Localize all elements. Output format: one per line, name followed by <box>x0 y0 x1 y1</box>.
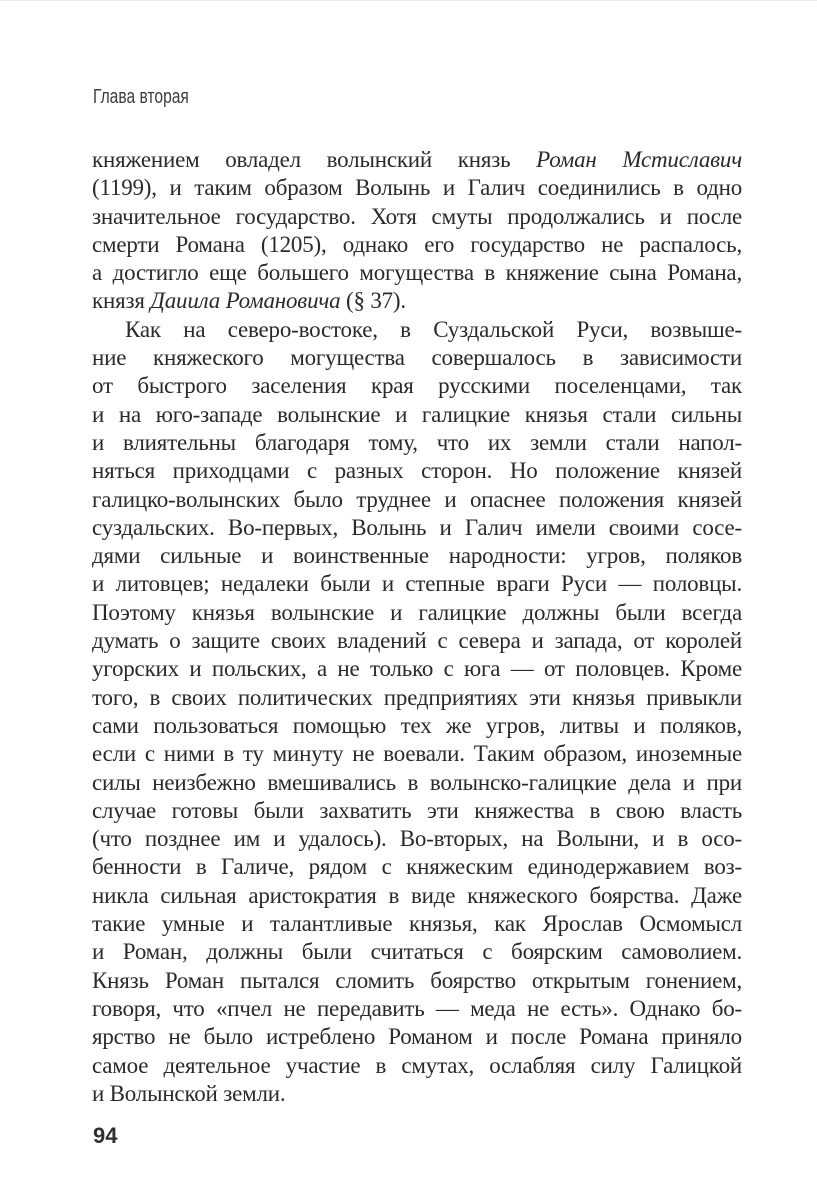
text-line <box>92 853 742 881</box>
text-line <box>92 259 742 287</box>
regular-text: от быстрого заселения края русскими поселенцами, так <box>92 373 742 399</box>
text-line <box>92 1080 742 1108</box>
regular-text: князя <box>92 288 151 314</box>
text-line <box>92 655 742 683</box>
text-line <box>92 174 742 202</box>
page-number: 94 <box>93 1123 118 1148</box>
regular-text: самое деятельное участие в смутах, ослабляя силу Галицкой <box>92 1052 742 1078</box>
regular-text: (§ 37). <box>340 288 406 314</box>
regular-text: смерти Романа (1205), однако его государство не распалось, <box>92 231 742 257</box>
text-line <box>92 316 742 344</box>
text-line <box>92 825 742 853</box>
regular-text: галицко-волынских было труднее и опаснее положения князей <box>92 486 742 512</box>
regular-text: дями сильные и воинственные народности: угров, поляков <box>92 543 742 569</box>
regular-text: такие умные и талантливые князья, как Ярослав Осмомысл <box>92 911 742 937</box>
text-line <box>92 401 742 429</box>
text-line <box>92 457 742 485</box>
text-line <box>92 797 742 825</box>
regular-text: Поэтому князья волынские и галицкие должны были всегда <box>92 599 742 625</box>
text-line <box>92 712 742 740</box>
text-line <box>92 995 742 1023</box>
text-line <box>92 1052 742 1080</box>
regular-text: (что позднее им и удалось). Во-вторых, на Волыни, и в осо- <box>92 826 742 852</box>
text-line <box>92 429 742 457</box>
text-line <box>92 599 742 627</box>
regular-text: сами пользоваться помощью тех же угров, литвы и поляков, <box>92 712 742 738</box>
regular-text: (1199), и таким образом Волынь и Галич соединились в одно <box>92 175 742 201</box>
regular-text: ярство не было истреблено Романом и после Романа приняло <box>92 1024 742 1050</box>
text-line <box>92 570 742 598</box>
text-line <box>92 1023 742 1051</box>
text-line <box>92 938 742 966</box>
text-line <box>92 684 742 712</box>
regular-text: княжением овладел волынский князь <box>92 147 537 172</box>
regular-text: и литовцев; недалеки были и степные враги Руси — половцы. <box>92 571 742 597</box>
regular-text: думать о защите своих владений с севера и запада, от королей <box>92 628 742 654</box>
text-line <box>92 910 742 938</box>
regular-text: и Волынской земли. <box>92 1080 286 1106</box>
text-line <box>92 344 742 372</box>
text-line <box>92 486 742 514</box>
regular-text: никла сильная аристократия в виде княжеского боярства. Даже <box>92 882 742 908</box>
regular-text: а достигло еще большего могущества в княжение сына Романа, <box>92 260 742 286</box>
text-line <box>92 740 742 768</box>
text-line <box>92 372 742 400</box>
regular-text: говоря, что «пчел не передавить — меда не есть». Однако бо- <box>92 995 742 1021</box>
running-header: Глава вторая <box>93 86 189 108</box>
regular-text: Как на северо-востоке, в Суздальской Руси, возвыше- <box>125 316 742 342</box>
italic-text: Даиила Романовича <box>150 288 341 314</box>
italic-text: Роман Мстиславич <box>536 147 742 172</box>
text-line <box>92 967 742 995</box>
text-line <box>92 146 742 174</box>
text-column <box>92 146 742 1108</box>
regular-text: ние княжеского могущества совершалось в зависимости <box>92 345 742 371</box>
text-line <box>92 882 742 910</box>
text-line <box>92 769 742 797</box>
regular-text: суздальских. Во-первых, Волынь и Галич имели своими сосе- <box>92 514 742 540</box>
regular-text: Князь Роман пытался сломить боярство открытым гонением, <box>92 967 742 993</box>
regular-text: няться приходцами с разных сторон. Но положение князей <box>92 458 742 484</box>
regular-text: того, в своих политических предприятиях эти князья привыкли <box>92 684 742 710</box>
regular-text: если с ними в ту минуту не воевали. Таким образом, иноземные <box>92 741 742 767</box>
text-line <box>92 203 742 231</box>
text-line <box>92 514 742 542</box>
text-line <box>92 231 742 259</box>
regular-text: и на юго-западе волынские и галицкие князья стали сильны <box>92 401 742 427</box>
regular-text: случае готовы были захватить эти княжества в свою власть <box>92 797 742 823</box>
regular-text: силы неизбежно вмешивались в волынско-галицкие дела и при <box>92 769 742 795</box>
regular-text: и влиятельны благодаря тому, что их земли стали напол- <box>92 429 742 455</box>
text-line <box>92 287 742 315</box>
regular-text: угорских и польских, а не только с юга — от половцев. Кроме <box>92 656 742 682</box>
regular-text: бенности в Галиче, рядом с княжеским единодержавием воз- <box>92 854 742 880</box>
regular-text: и Роман, должны были считаться с боярским самоволием. <box>92 939 742 965</box>
text-line <box>92 627 742 655</box>
text-line <box>92 542 742 570</box>
regular-text: значительное государство. Хотя смуты продолжались и после <box>92 203 742 229</box>
